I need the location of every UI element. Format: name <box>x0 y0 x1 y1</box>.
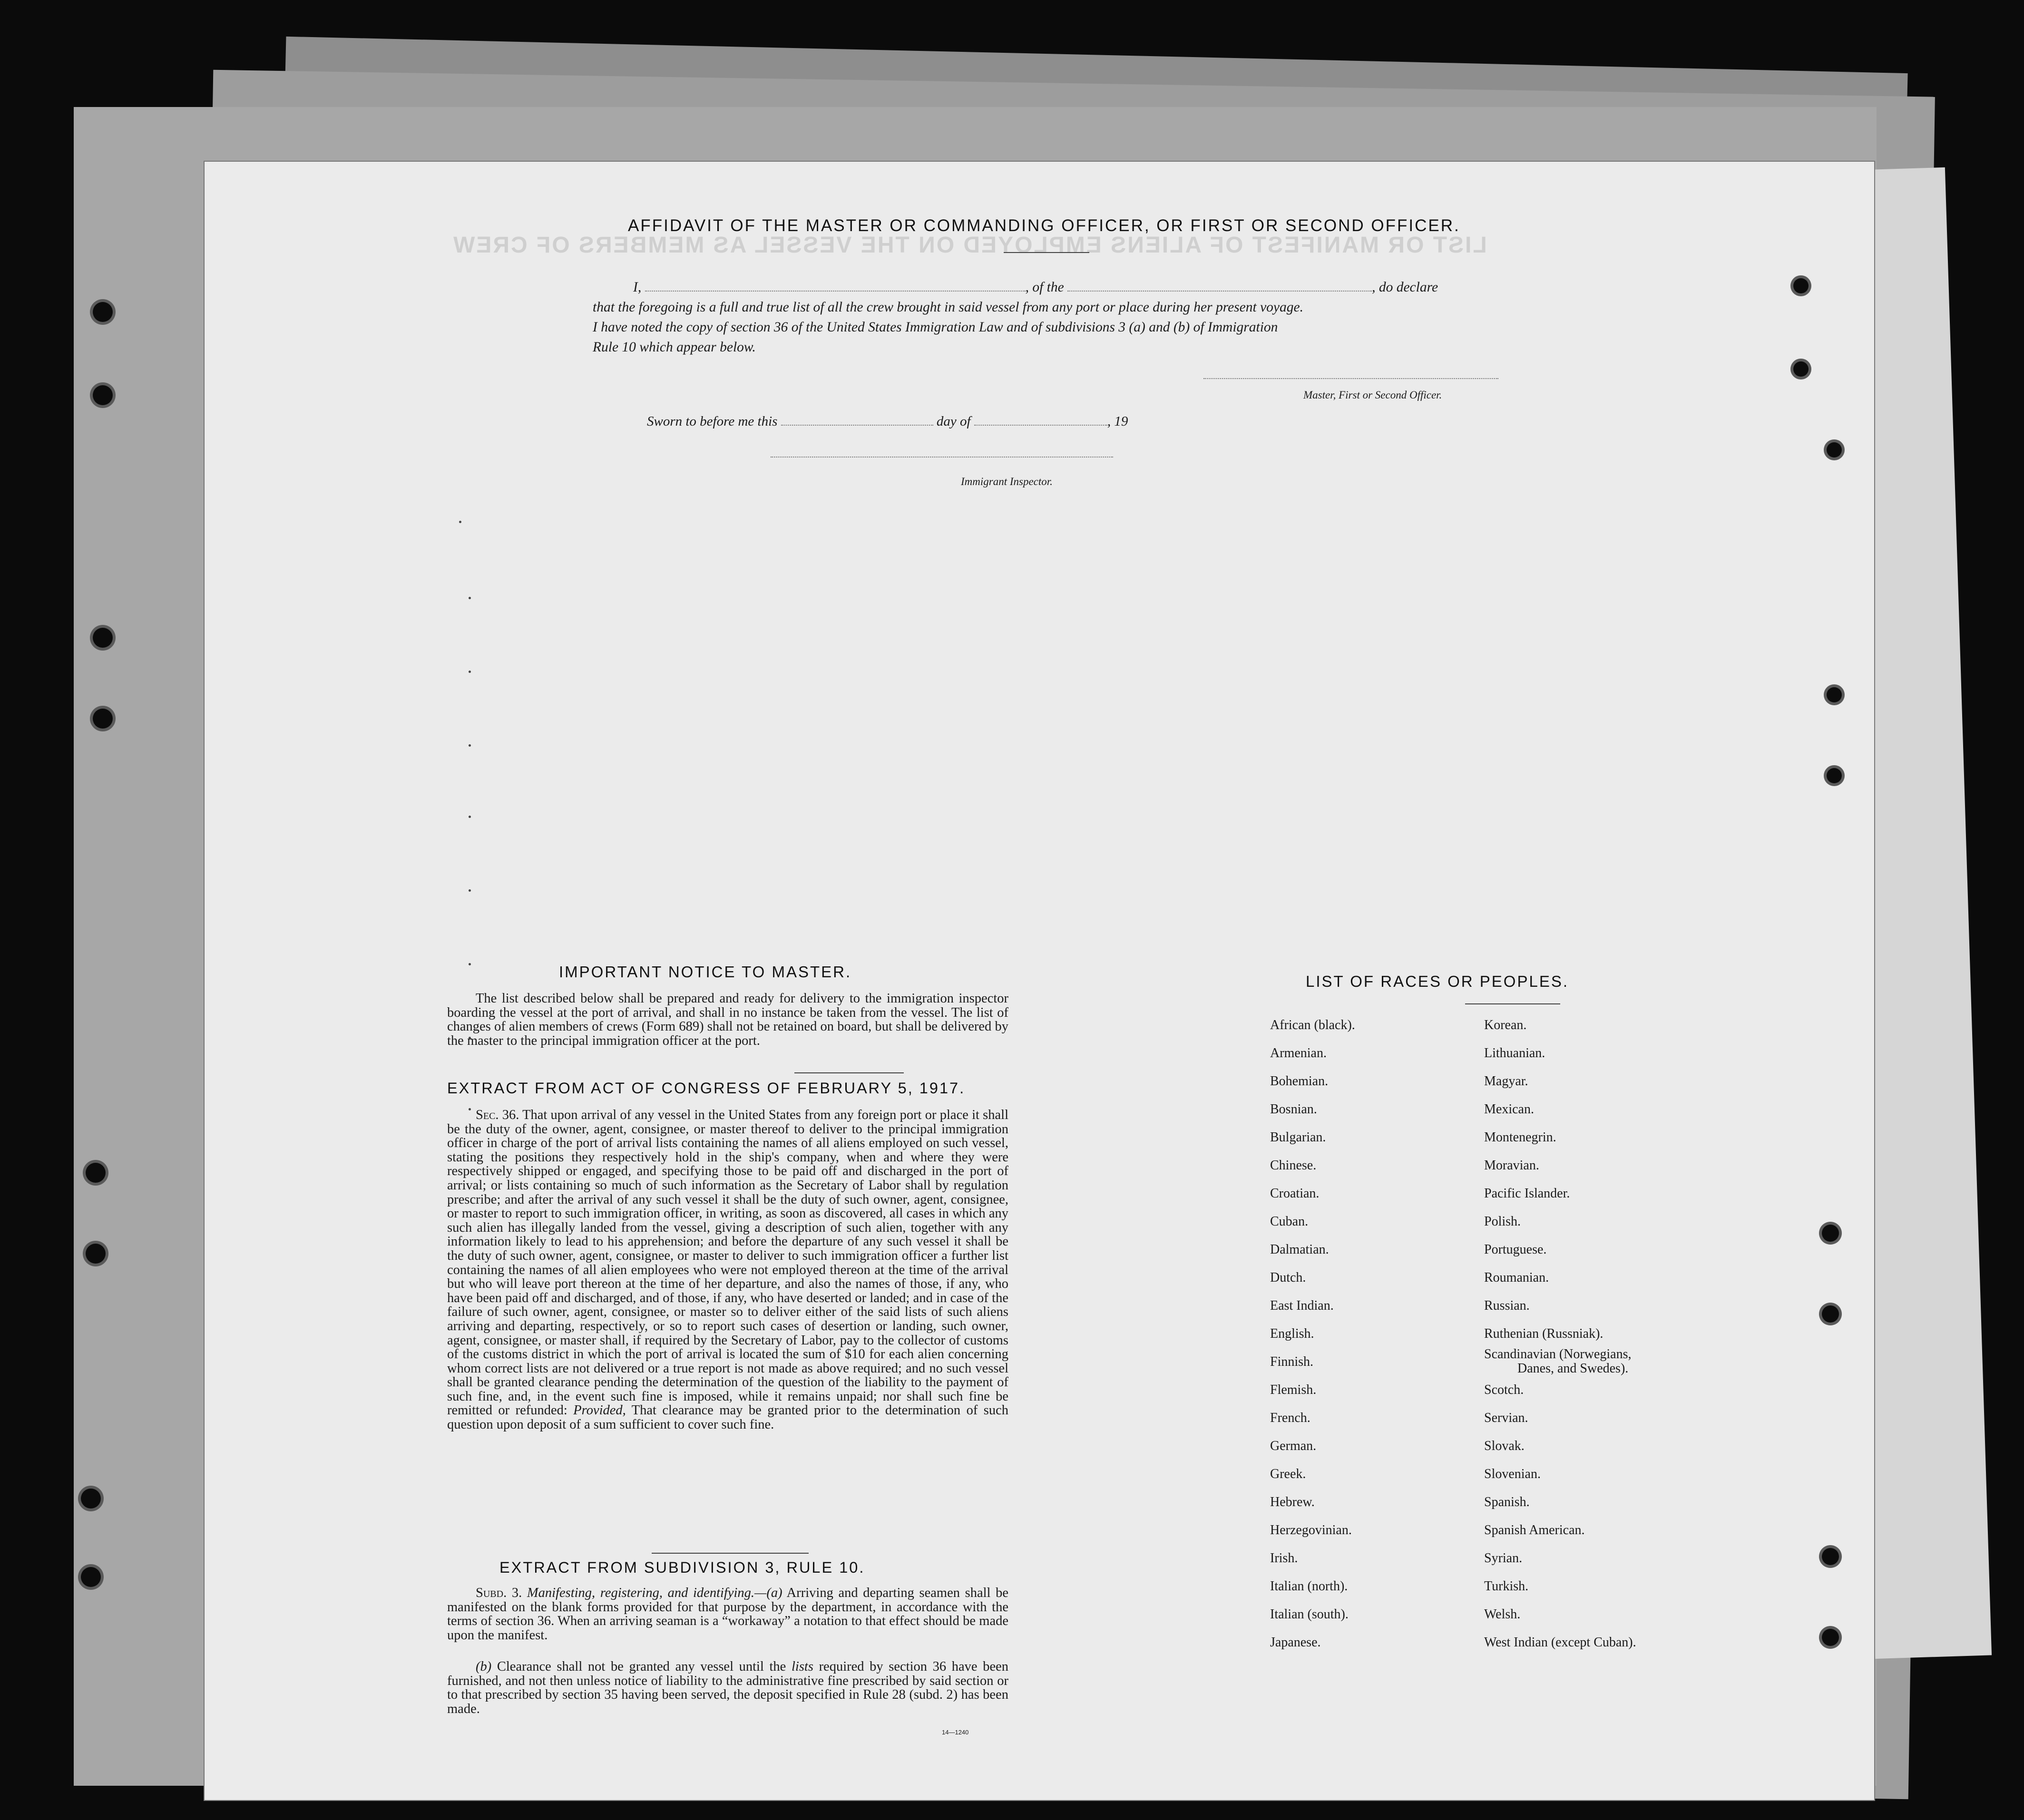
race-item: Magyar. <box>1484 1074 1528 1089</box>
declaration-line-4: Rule 10 which appear below. <box>593 340 756 355</box>
subd-b-text-1: Clearance shall not be granted any vessel until the <box>497 1659 786 1674</box>
day-of-label: day of <box>936 414 971 429</box>
race-item: African (black). <box>1270 1018 1355 1032</box>
year-label: , 19 <box>1107 414 1128 429</box>
race-item: German. <box>1270 1439 1317 1453</box>
bleed-through-title: LIST OR MANIFEST OF ALIENS EMPLOYED ON THE VESSEL AS MEMBERS OF CREW <box>452 233 1487 258</box>
provided-label: Provided, <box>573 1403 626 1418</box>
race-item: Armenian. <box>1270 1046 1327 1061</box>
punch-hole <box>81 1567 101 1587</box>
subd-b-label: (b) <box>476 1659 492 1674</box>
race-item: Japanese. <box>1270 1635 1321 1650</box>
race-item: Dalmatian. <box>1270 1242 1329 1257</box>
race-item: Servian. <box>1484 1411 1528 1425</box>
sworn-month-field[interactable] <box>974 425 1107 426</box>
rule-subd-3-b <box>447 1660 1008 1716</box>
notice-body: The list described below shall be prepared and ready for delivery to the immigration inspector boarding the vessel at the port of arrival, and shall in no instance be taken from the vessel. The list of changes of alien members of crews (Form 689) shall not be retained on board, but shall be delivered by the master to the principal immigration officer at the port. <box>447 991 1008 1048</box>
punch-hole <box>1793 361 1809 377</box>
race-item: Slovenian. <box>1484 1467 1541 1481</box>
race-item: Spanish American. <box>1484 1523 1585 1538</box>
affidavit-page <box>205 162 1874 1800</box>
race-item: Montenegrin. <box>1484 1130 1556 1145</box>
race-item: Russian. <box>1484 1298 1530 1313</box>
race-item: Bulgarian. <box>1270 1130 1326 1145</box>
punch-hole <box>1827 768 1842 783</box>
race-item: Hebrew. <box>1270 1495 1315 1509</box>
punch-hole <box>1822 1629 1839 1646</box>
race-item: French. <box>1270 1411 1310 1425</box>
race-item: Polish. <box>1484 1214 1521 1229</box>
race-item: Spanish. <box>1484 1495 1530 1509</box>
master-signature-label: Master, First or Second Officer. <box>1303 389 1442 401</box>
subd-title: Manifesting, registering, and identifying.—(a) <box>527 1586 782 1600</box>
notice-title: IMPORTANT NOTICE TO MASTER. <box>559 963 852 981</box>
declarant-name-field[interactable] <box>645 291 1026 292</box>
race-item: Herzegovinian. <box>1270 1523 1352 1538</box>
subd-b-lists: lists <box>791 1659 813 1674</box>
race-item: Welsh. <box>1484 1607 1521 1622</box>
race-item: Irish. <box>1270 1551 1298 1566</box>
rule-extract-title: EXTRACT FROM SUBDIVISION 3, RULE 10. <box>499 1559 865 1576</box>
race-item: Cuban. <box>1270 1214 1309 1229</box>
section-label: Sec. 36. <box>476 1108 519 1122</box>
form-number: 14—1240 <box>942 1729 969 1736</box>
sworn-prefix: Sworn to before me this <box>647 414 778 429</box>
race-item: West Indian (except Cuban). <box>1484 1635 1636 1650</box>
races-title: LIST OF RACES OR PEOPLES. <box>1306 973 1569 990</box>
subd-b-text-2: required by section 36 have been furnished, and not then unless notice of liability to the administrative fine prescribed by said section or to that prescribed by section 35 having been served, the deposit specified in Rule 28 (subd. 2) has been made. <box>447 1659 1009 1716</box>
race-item: Chinese. <box>1270 1158 1317 1173</box>
sworn-line <box>647 414 1128 429</box>
race-item: English. <box>1270 1326 1314 1341</box>
race-item: Italian (north). <box>1270 1579 1348 1594</box>
race-item: Dutch. <box>1270 1270 1306 1285</box>
race-item: Greek. <box>1270 1467 1306 1481</box>
vessel-name-field[interactable] <box>1067 291 1372 292</box>
act-extract-body <box>447 1108 1008 1432</box>
affidavit-title: AFFIDAVIT OF THE MASTER OR COMMANDING OFFICER, OR FIRST OR SECOND OFFICER. <box>628 216 1460 235</box>
punch-hole <box>93 385 113 405</box>
sworn-day-field[interactable] <box>781 425 933 426</box>
punch-hole <box>81 1489 101 1509</box>
race-item: Roumanian. <box>1484 1270 1549 1285</box>
inspector-label: Immigrant Inspector. <box>961 476 1053 487</box>
race-item-continued: Danes, and Swedes). <box>1517 1361 1629 1376</box>
punch-hole <box>93 628 113 648</box>
punch-hole <box>86 1163 106 1183</box>
subd-label: Subd. 3. <box>476 1586 522 1600</box>
section-36-tail: That clearance may be granted prior to the determination of such question upon deposit of a sum sufficient to cover such fine. <box>447 1403 1009 1432</box>
punch-hole <box>1822 1225 1839 1242</box>
punch-hole <box>86 1244 106 1264</box>
section-36-text: That upon arrival of any vessel in the United States from any foreign port or place it shall be the duty of the owner, agent, consignee, or master thereof to deliver to the principal immigration officer in charge of the port of arrival lists containing the names of all aliens employed on such vessel, stating the positions they respectively hold in the ship's company, when and where they were respectively shipped or engaged, and specifying those to be paid off and discharged in the port of arrival; or lists containing so much of such information as the Secretary of Labor shall by regulation prescribe; and after the arrival of any such vessel it shall be the duty of such owner, agent, consignee, or master to report to such immigration officer, in writing, as soon as discovered, all cases in which any such alien has illegally landed from the vessel, giving a description of such alien, together with any information likely to lead to his apprehension; and before the departure of any such vessel it shall be the duty of such owner, agent, consignee, or master to deliver to such immigration officer a further list containing the names of all alien employees who were not employed thereon at the time of the arrival but who will leave port thereon at the time of her departure, and also the names of those, if any, who have been paid off and discharged, and of those, if any, who have deserted or landed; and in case of the failure of such owner, agent, consignee, or master so to deliver either of the said lists of such aliens arriving and departing, respectively, or so to report such cases of desertion or landing, such owner, agent, consignee, or master shall, if required by the Secretary of Labor, pay to the collector of customs of the customs district in which the port of arrival is located the sum of $10 for each alien concerning whom correct lists are not delivered or a true report is not made as above required; and no such vessel shall be granted clearance pending the determination of the question of the liability to the payment of such fine, and, in the event such fine is imposed, while it remains unpaid; nor shall such fine be remitted or refunded: <box>447 1108 1008 1418</box>
race-item: Bosnian. <box>1270 1102 1317 1117</box>
race-item: Pacific Islander. <box>1484 1186 1570 1201</box>
race-item: Korean. <box>1484 1018 1527 1032</box>
punch-hole <box>1822 1305 1839 1323</box>
race-item: Bohemian. <box>1270 1074 1329 1089</box>
race-item: Ruthenian (Russniak). <box>1484 1326 1604 1341</box>
race-item: Portuguese. <box>1484 1242 1547 1257</box>
punch-hole <box>1827 442 1842 457</box>
affidavit-declaration <box>593 277 1520 357</box>
punch-hole <box>1793 278 1809 293</box>
race-item: Moravian. <box>1484 1158 1539 1173</box>
race-item: Scandinavian (Norwegians, <box>1484 1347 1632 1362</box>
race-item: Flemish. <box>1270 1382 1317 1397</box>
race-item: Finnish. <box>1270 1354 1314 1369</box>
punch-hole <box>93 709 113 729</box>
master-signature-field[interactable] <box>1203 378 1498 379</box>
race-item: Mexican. <box>1484 1102 1534 1117</box>
punch-hole <box>93 302 113 322</box>
declaration-line-2: that the foregoing is a full and true list of all the crew brought in said vessel from any port or place during her present voyage. <box>593 300 1303 315</box>
race-item: East Indian. <box>1270 1298 1334 1313</box>
race-item: Italian (south). <box>1270 1607 1349 1622</box>
race-item: Croatian. <box>1270 1186 1320 1201</box>
race-item: Turkish. <box>1484 1579 1529 1594</box>
punch-hole <box>1822 1548 1839 1565</box>
race-item: Slovak. <box>1484 1439 1525 1453</box>
of-the-label: , of the <box>1025 280 1064 295</box>
do-declare-label: , do declare <box>1372 280 1438 295</box>
punch-hole <box>1827 687 1842 702</box>
subd-a-text: Arriving and departing seamen shall be manifested on the blank forms provided for that purpose by the department, in accordance with the terms of section 36. When an arriving seaman is a “workaway” a notation to that effect should be made upon the manifest. <box>447 1586 1009 1643</box>
race-item: Syrian. <box>1484 1551 1523 1566</box>
race-item: Scotch. <box>1484 1382 1524 1397</box>
rule-subd-3-a <box>447 1586 1008 1642</box>
declaration-line-3: I have noted the copy of section 36 of the United States Immigration Law and of subdivisions 3 (a) and (b) of Immigration <box>593 320 1278 335</box>
declarant-prefix: I, <box>633 280 642 295</box>
act-extract-title: EXTRACT FROM ACT OF CONGRESS OF FEBRUARY 5, 1917. <box>447 1080 966 1097</box>
race-item: Lithuanian. <box>1484 1046 1545 1061</box>
